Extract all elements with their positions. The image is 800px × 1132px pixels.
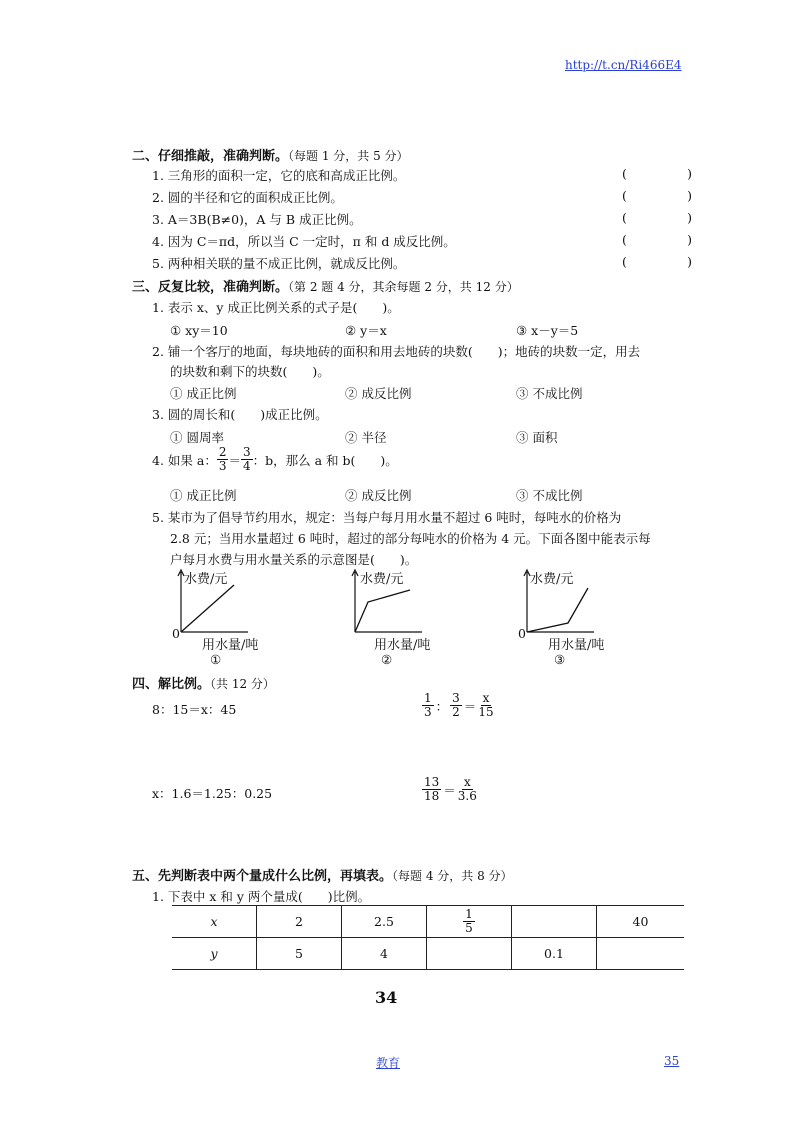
- section5-q1: 1. 下表中 x 和 y 两个量成( )比例。: [152, 889, 371, 904]
- q3-text: 3. 圆的周长和( )成正比例。: [152, 407, 328, 422]
- proportion-2: $\frac{1}{3}$ ： $\frac{3}{2}$ ＝ $\frac{x}{15}$: [424, 691, 494, 719]
- table-head-y: y: [172, 938, 257, 970]
- section3-note: （第 2 题 4 分，其余每题 2 分，共 12 分）: [288, 280, 519, 294]
- graph-3-origin: 0: [518, 626, 526, 641]
- q2-option-1[interactable]: ① 成正比例: [170, 386, 237, 401]
- answer-paren-1[interactable]: ( ): [622, 166, 692, 181]
- table-cell: 2.5: [342, 906, 427, 938]
- table-head-x: x: [172, 906, 257, 938]
- proportion-4: $\frac{13}{18}$ ＝ $\frac{x}{3.6}$: [424, 775, 477, 803]
- section4-title: [132, 673, 275, 692]
- q1-option-1[interactable]: ① xy＝10: [170, 323, 228, 338]
- table-blank-cell[interactable]: [597, 938, 685, 970]
- section3-title: [132, 276, 519, 295]
- graph-2-x-label: 用水量/吨: [374, 638, 431, 653]
- graph-1-origin: 0: [172, 626, 180, 641]
- judge-item-1: 1. 三角形的面积一定，它的底和高成正比例。: [152, 168, 406, 183]
- table-cell-fraction: $\frac{1}{5}$: [427, 906, 512, 938]
- section5-heading: 五、先判断表中两个量成什么比例，再填表。: [132, 869, 393, 884]
- graph-1-line: [181, 585, 234, 632]
- q2-option-3[interactable]: ③ 不成比例: [516, 386, 583, 401]
- q3-option-3[interactable]: ③ 面积: [516, 430, 558, 445]
- judge-item-2: 2. 圆的半径和它的面积成正比例。: [152, 190, 343, 205]
- ratio-table: [172, 905, 684, 970]
- graph-1[interactable]: [172, 566, 264, 670]
- q4-option-2[interactable]: ② 成反比例: [345, 488, 412, 503]
- header-url-link[interactable]: http://t.cn/Ri466E4: [565, 58, 682, 72]
- graph-2[interactable]: [346, 566, 438, 670]
- footer-link-edu[interactable]: 教育: [376, 1056, 401, 1070]
- graph-3[interactable]: [518, 566, 610, 670]
- table-row-y: [172, 938, 684, 970]
- graph-1-x-label: 用水量/吨: [202, 638, 259, 653]
- judge-item-4: 4. 因为 C＝πd，所以当 C 一定时，π 和 d 成反比例。: [152, 234, 456, 249]
- graph-2-line: [355, 590, 410, 632]
- section2-note: （每题 1 分，共 5 分）: [288, 149, 409, 163]
- table-cell: 2: [257, 906, 342, 938]
- table-blank-cell[interactable]: [512, 906, 597, 938]
- table-cell: 5: [257, 938, 342, 970]
- page-number: 34: [375, 988, 398, 1007]
- section2-title: [132, 145, 409, 164]
- q1-option-3[interactable]: ③ x－y＝5: [516, 323, 579, 338]
- section4-note: （共 12 分）: [210, 677, 275, 691]
- q5-line2: 2.8 元；当用水量超过 6 吨时，超过的部分每吨水的价格为 4 元。下面各图中能表示每: [170, 531, 651, 546]
- section5-note: （每题 4 分，共 8 分）: [392, 869, 513, 883]
- table-blank-cell[interactable]: [427, 938, 512, 970]
- answer-paren-4[interactable]: ( ): [622, 232, 692, 247]
- section2-heading: 二、仔细推敲，准确判断。: [132, 149, 289, 164]
- table-cell: 40: [597, 906, 685, 938]
- table-cell: 4: [342, 938, 427, 970]
- graph-3-line: [527, 588, 588, 632]
- judge-item-3: 3. A＝3B(B≠0)，A 与 B 成正比例。: [152, 212, 362, 227]
- q4-option-3[interactable]: ③ 不成比例: [516, 488, 583, 503]
- q4-fraction-1: $\frac{2}{3}$: [218, 445, 227, 473]
- graph-3-mark: ③: [554, 652, 566, 667]
- answer-paren-3[interactable]: ( ): [622, 210, 692, 225]
- q2-line2: 的块数和剩下的块数( )。: [170, 364, 330, 379]
- q3-option-1[interactable]: ① 圆周率: [170, 430, 224, 445]
- q4-fraction-2: $\frac{3}{4}$: [242, 445, 251, 473]
- graph-1-mark: ①: [210, 652, 222, 667]
- q3-option-2[interactable]: ② 半径: [345, 430, 387, 445]
- graph-1-y-label: 水费/元: [184, 572, 228, 587]
- proportion-1: 8：15＝x：45: [152, 702, 237, 717]
- section4-heading: 四、解比例。: [132, 677, 211, 692]
- proportion-3: x：1.6＝1.25：0.25: [152, 786, 273, 801]
- q5-line3: 户每月水费与用水量关系的示意图是( )。: [170, 552, 418, 567]
- graph-3-x-label: 用水量/吨: [548, 638, 605, 653]
- graph-2-mark: ②: [381, 652, 393, 667]
- section5-title: [132, 865, 513, 884]
- footer-link-page[interactable]: 35: [664, 1054, 680, 1068]
- section3-heading: 三、反复比较，准确判断。: [132, 280, 289, 295]
- answer-paren-2[interactable]: ( ): [622, 188, 692, 203]
- answer-paren-5[interactable]: ( ): [622, 254, 692, 269]
- q4-option-1[interactable]: ① 成正比例: [170, 488, 237, 503]
- q4-text: 4. 如果 a： $\frac{2}{3}$ ＝ $\frac{3}{4}$ ：b，那么 a 和 b( )。: [152, 445, 398, 473]
- q1-text: 1. 表示 x、y 成正比例关系的式子是( )。: [152, 300, 400, 315]
- q2-line1: 2. 铺一个客厅的地面，每块地砖的面积和用去地砖的块数( )；地砖的块数一定，用去: [152, 344, 641, 359]
- q1-option-2[interactable]: ② y＝x: [345, 323, 387, 338]
- q5-line1: 5. 某市为了倡导节约用水，规定：当每户每月用水量不超过 6 吨时，每吨水的价格为: [152, 510, 622, 525]
- graph-2-y-label: 水费/元: [360, 572, 404, 587]
- graph-3-y-label: 水费/元: [530, 572, 574, 587]
- judge-item-5: 5. 两种相关联的量不成正比例，就成反比例。: [152, 256, 406, 271]
- q2-option-2[interactable]: ② 成反比例: [345, 386, 412, 401]
- table-cell: 0.1: [512, 938, 597, 970]
- table-row-x: [172, 906, 684, 938]
